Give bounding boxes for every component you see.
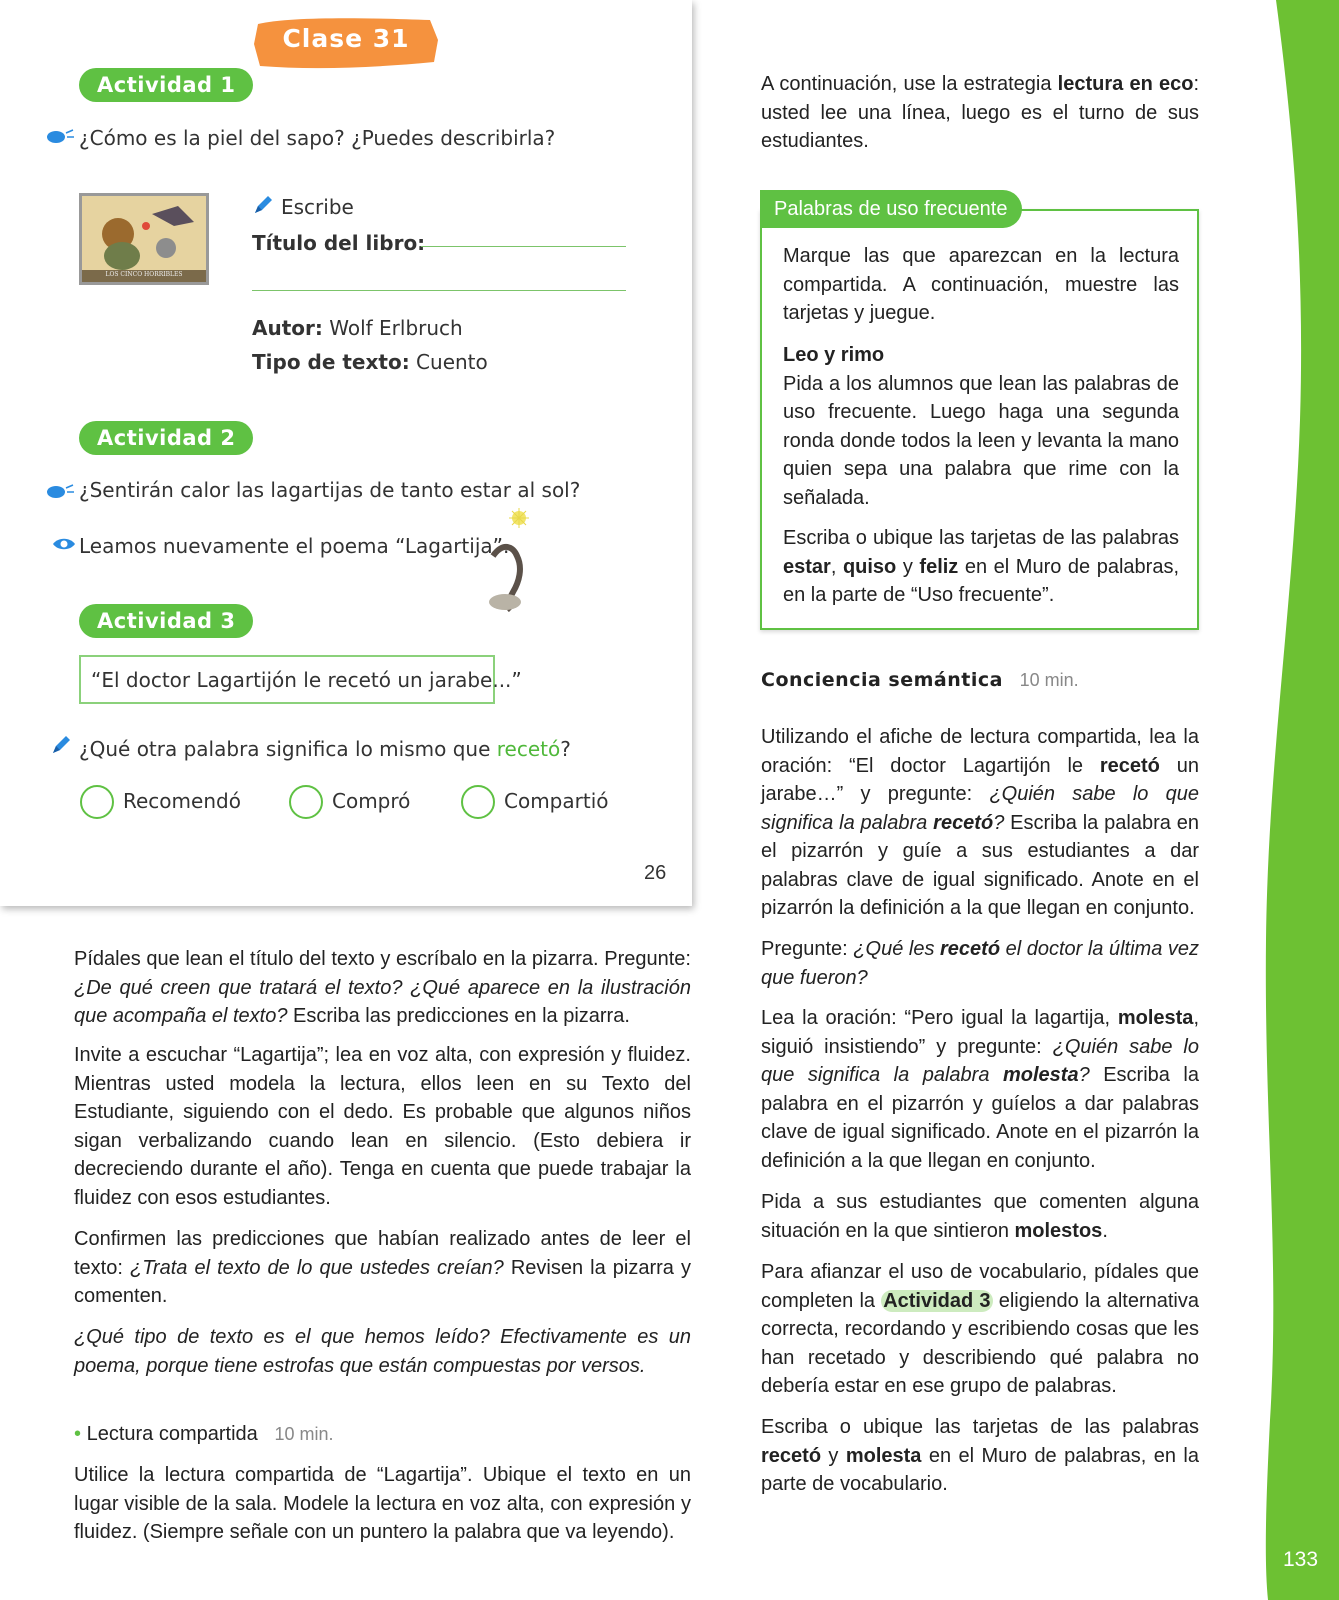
author-label: Autor: (252, 316, 323, 340)
bold-term: lectura en eco (1057, 73, 1194, 95)
section-heading-lectura-compartida (74, 1420, 691, 1449)
text: . (1102, 1219, 1108, 1242)
activity-3-question (79, 737, 571, 761)
text: Pídales que lean el título del texto y escríbalo en la pizarra. Pregunte: (74, 948, 691, 970)
bold-word: molesta (845, 1444, 922, 1467)
left-paragraph-5 (74, 1461, 691, 1547)
right-paragraph-6 (761, 1413, 1199, 1499)
right-paragraph-5 (761, 1258, 1199, 1401)
author-value: Wolf Erlbruch (329, 316, 463, 340)
text: Pregunte: (761, 938, 854, 960)
bold-italic-word: recetó (940, 938, 1001, 960)
text: Escriba o ubique las tarjetas de las palabras (783, 527, 1179, 549)
bold-word: recetó (1099, 754, 1160, 777)
text: Escriba o ubique las tarjetas de las palabras (761, 1416, 1199, 1438)
left-paragraph-1 (74, 945, 691, 1031)
frequent-words-p2 (783, 341, 1179, 512)
text: Escriba la palabra en el pizarrón y guíelos a dar palabras clave de igual significado. Anote en el pizarrón la definición a la que llegan en conjunto. (761, 1064, 1199, 1172)
pencil-icon (252, 194, 274, 216)
right-intro (761, 70, 1199, 156)
bold-italic-word: recetó (933, 811, 994, 834)
left-paragraph-3 (74, 1225, 691, 1311)
section-title: Conciencia semántica (761, 669, 1003, 691)
text: Lea la oración: “Pero igual la lagartija, (761, 1007, 1118, 1029)
text: Utilizando el afiche de lectura compartida, lea la oración: “El doctor Lagartijón le (761, 726, 1199, 777)
text: , siguió insistiendo” y pregunte: (761, 1007, 1199, 1058)
text: un jarabe…” y pregunte: (761, 754, 1199, 805)
activity-3-label: Actividad 3 (79, 604, 253, 638)
class-title: Clase 31 (282, 24, 410, 53)
right-paragraph-3 (761, 1004, 1199, 1175)
text: Para afianzar el uso de vocabulario, pídales que completen la (761, 1261, 1199, 1312)
activity-2-instruction: Leamos nuevamente el poema “Lagartija”. (79, 534, 510, 558)
text: eligiendo la alternativa correcta, recordando y escribiendo cosas que les han recetado y describiendo qué palabra no debería estar en ese grupo de palabras. (761, 1289, 1199, 1397)
radio-circle[interactable] (461, 785, 495, 819)
section-time: 10 min. (274, 1424, 334, 1444)
activity-3-quote-box (79, 655, 522, 704)
text: Pida a sus estudiantes que comenten alguna situación en la que sintieron (761, 1191, 1199, 1242)
text-type-label: Tipo de texto: (252, 350, 410, 374)
radio-circle[interactable] (80, 785, 114, 819)
radio-circle[interactable] (289, 785, 323, 819)
text: Pida a los alumnos que lean las palabras de uso frecuente. Luego haga una segunda ronda donde todos la leen y levanta la mano quien sepa una palabra que rime con la señalada. (783, 372, 1179, 509)
italic-question: ¿De qué creen que tratará el texto? ¿Qué aparece en la ilustración que acompaña el texto? (74, 976, 691, 1027)
italic-text: ¿Qué les (853, 938, 940, 960)
book-cover-caption: LOS CINCO HORRIBLES (105, 271, 183, 278)
subtitle: Leo y rimo (783, 344, 885, 366)
text: Marque las que aparezcan en la lectura compartida. A continuación, muestre las tarjetas y juegue. (783, 245, 1179, 324)
book-title-label: Título del libro: (252, 231, 426, 255)
author-row (252, 316, 463, 340)
title-answer-line-2[interactable] (252, 290, 626, 291)
section-time: 10 min. (1019, 670, 1079, 690)
right-paragraph-2 (761, 935, 1199, 992)
text: y (821, 1444, 846, 1467)
quote-highlight-word: recetó (327, 668, 391, 692)
bold-word: quiso (842, 555, 897, 578)
text-type-row (252, 350, 488, 374)
text: , (830, 555, 843, 578)
option-label: Compró (332, 789, 411, 813)
quote-text-before: “El doctor Lagartijón le (91, 668, 328, 692)
question-highlight-word: recetó (496, 737, 561, 761)
speech-icon (46, 129, 74, 145)
text-type-value: Cuento (416, 350, 488, 374)
activity-3-quote (91, 668, 522, 692)
title-answer-line-1[interactable] (421, 246, 626, 247)
left-paragraph-2 (74, 1041, 691, 1212)
text: en el Muro de palabras, en la parte de vocabulario. (761, 1444, 1199, 1495)
activity-2-question: ¿Sentirán calor las lagartijas de tanto estar al sol? (79, 478, 581, 502)
section-title: Lectura compartida (86, 1423, 258, 1445)
text: Revisen la pizarra y comenten. (74, 1256, 691, 1307)
section-heading-conciencia-semantica (761, 666, 1199, 695)
lizard-illustration (483, 506, 539, 612)
text: Escriba las predicciones en la pizarra. (287, 1005, 630, 1027)
option-label: Recomendó (123, 789, 241, 813)
frequent-words-tab: Palabras de uso frecuente (760, 190, 1022, 228)
quote-text-after: un jarabe...” (390, 668, 522, 692)
bold-word: feliz (919, 555, 959, 578)
italic-text: ¿Quién sabe lo que significa la palabra (761, 1035, 1199, 1086)
bullet: • (74, 1423, 82, 1445)
student-page-number: 26 (644, 862, 667, 884)
text: Invite a escuchar “Lagartija”; lea en voz alta, con expresión y fluidez. Mientras usted modela la lectura, ellos leen en su Texto del Estudiante, siguiendo con el dedo. Es probable que algunos niños sigan verbalizando cuando lean en silencio. (Esto debiera ir decreciendo durante el año). Tenga en cuenta que puede trabajar la fluidez con esos estudiantes. (74, 1044, 691, 1209)
text: Confirmen las predicciones que habían realizado antes de leer el texto: (74, 1228, 691, 1279)
text: A continuación, use la estrategia (761, 73, 1058, 95)
bold-italic-word: molesta (1002, 1064, 1079, 1086)
frequent-words-p1 (783, 242, 1179, 328)
pencil-icon (50, 734, 72, 756)
activity-3-highlight: Actividad 3 (883, 1289, 991, 1312)
bold-word: molestos (1014, 1219, 1103, 1242)
option-label: Compartió (504, 789, 609, 813)
text: en el Muro de palabras, en la parte de “Uso frecuente”. (783, 555, 1179, 606)
bold-word: estar (783, 555, 831, 578)
left-paragraph-4 (74, 1323, 691, 1380)
activity-1-label: Actividad 1 (79, 68, 253, 102)
student-book-page (0, 0, 692, 906)
write-label: Escribe (281, 195, 354, 219)
text: ¿Qué tipo de texto es el que hemos leído? Efectivamente es un poema, porque tiene estrofas que están compuestas por versos. (74, 1326, 691, 1377)
right-paragraph-1 (761, 723, 1199, 923)
speech-icon (46, 484, 74, 500)
italic-text: ? (993, 811, 1005, 834)
page-number: 133 (1283, 1548, 1319, 1571)
activity-2-label: Actividad 2 (79, 421, 253, 455)
italic-text: ¿Quién sabe lo que significa la palabra (761, 783, 1199, 834)
bold-word: recetó (761, 1444, 822, 1467)
text: Utilice la lectura compartida de “Lagartija”. Ubique el texto en un lugar visible de la sala. Modele la lectura en voz alta, con expresión y fluidez. (Siempre señale con un puntero la palabra que va leyendo). (74, 1464, 691, 1543)
italic-text: el doctor la última vez que fueron? (761, 938, 1200, 989)
text: y (896, 555, 920, 578)
right-paragraph-4 (761, 1188, 1199, 1245)
question-text-before: ¿Qué otra palabra significa lo mismo que (79, 737, 497, 761)
italic-question: ¿Trata el texto de lo que ustedes creían? (129, 1256, 504, 1279)
frequent-words-p3 (783, 524, 1179, 610)
eye-icon (52, 536, 76, 552)
italic-text: ? (1078, 1064, 1090, 1086)
text: Escriba la palabra en el pizarrón y guíe a sus estudiantes a dar palabras clave de igual significado. Anote en el pizarrón la definición a la que llegan en conjunto. (761, 811, 1200, 919)
question-text-after: ? (560, 737, 571, 761)
bold-word: molesta (1117, 1007, 1194, 1029)
activity-1-question: ¿Cómo es la piel del sapo? ¿Puedes describirla? (79, 126, 556, 150)
book-cover-image (79, 193, 209, 285)
text: : usted lee una línea, luego es el turno de sus estudiantes. (761, 73, 1199, 152)
